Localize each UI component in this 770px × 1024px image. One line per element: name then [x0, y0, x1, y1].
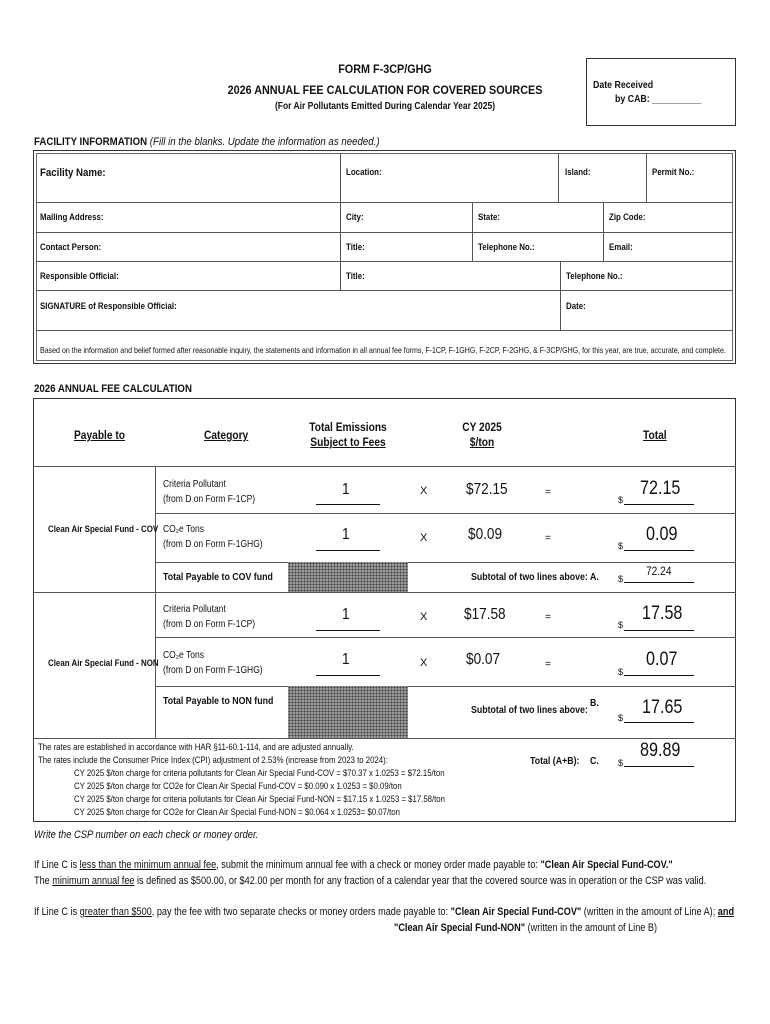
p3-d: (written in the amount of Line A);	[581, 906, 718, 918]
col-emissions-l1: Total Emissions	[309, 420, 387, 434]
col-emissions-l2: Subject to Fees	[310, 435, 386, 449]
p3-u: greater than $500	[79, 906, 152, 918]
instruction-p4	[394, 922, 657, 934]
col-rate	[444, 420, 520, 450]
form-id: FORM F-3CP/GHG	[338, 62, 432, 76]
non-subtotal-value: 17.65	[642, 697, 683, 718]
non-fund-label: Clean Air Special Fund - NON	[48, 658, 159, 668]
p1-c: "Clean Air Special Fund-COV."	[540, 859, 673, 871]
certification-text: Based on the information and belief formed after reasonable inquiry, the statements and information in all annual fee forms, F-1CP, F-1GHG, F-2CP, F-2GHG, & F-3CP/GHG, for this year, are true, accurate, and complete.	[40, 345, 726, 355]
form-subtitle: (For Air Pollutants Emitted During Calendar Year 2025)	[274, 101, 496, 112]
cov-shaded-cell	[288, 562, 408, 592]
cov-crit-category	[163, 477, 255, 507]
col-payable-to: Payable to	[74, 428, 126, 442]
note-2: The rates include the Consumer Price Index (CPI) adjustment of 2.53% (increase from 2023 to 2024):	[38, 755, 388, 766]
non-crit-dollar: $	[618, 620, 624, 630]
date-received-label: Date Received	[593, 80, 654, 91]
cov-co2-l1: CO₂e Tons	[163, 524, 204, 535]
cov-crit-dollar: $	[618, 495, 624, 505]
email-label[interactable]: Email:	[609, 242, 633, 252]
calc-heading: 2026 ANNUAL FEE CALCULATION	[34, 383, 192, 395]
p3-e: and	[717, 906, 735, 918]
non-subtotal-label: Subtotal of two lines above:	[471, 705, 588, 716]
cov-co2-category	[163, 522, 263, 552]
p3-c: "Clean Air Special Fund-COV"	[450, 906, 582, 918]
cov-crit-l1: Criteria Pollutant	[163, 479, 226, 490]
cov-crit-emissions[interactable]: 1	[342, 481, 350, 498]
facility-name-label[interactable]: Facility Name:	[40, 167, 106, 179]
non-co2-dollar: $	[618, 667, 624, 677]
note-1: The rates are established in accordance with HAR §11-60.1-114, and are adjusted annually.	[38, 742, 354, 753]
p3-a: If Line C is	[34, 906, 80, 918]
contact-person-label[interactable]: Contact Person:	[40, 242, 102, 252]
instruction-p1	[34, 859, 673, 871]
title2-label[interactable]: Title:	[346, 271, 365, 281]
non-crit-times: X	[420, 611, 428, 623]
cov-crit-times: X	[420, 485, 428, 497]
non-line-b: B.	[590, 698, 599, 709]
signature-label[interactable]: SIGNATURE of Responsible Official:	[40, 301, 177, 311]
cov-subtotal-dollar: $	[618, 574, 624, 584]
p3-b: , pay the fee with two separate checks or money orders made payable to:	[151, 906, 451, 918]
instruction-p3	[34, 906, 734, 918]
col-total: Total	[643, 428, 667, 442]
island-label[interactable]: Island:	[565, 167, 591, 177]
col-emissions	[300, 420, 396, 450]
p2-a: The	[34, 875, 53, 887]
responsible-official-label[interactable]: Responsible Official:	[40, 271, 119, 281]
non-crit-total: 17.58	[642, 603, 683, 624]
non-total-label: Total Payable to NON fund	[163, 696, 274, 707]
non-crit-l1: Criteria Pollutant	[163, 604, 226, 615]
col-rate-l1: CY 2025	[462, 420, 502, 434]
non-co2-l2: (from D on Form F-1GHG)	[163, 665, 263, 676]
facility-heading-note: (Fill in the blanks. Update the information as needed.)	[149, 136, 380, 148]
cov-crit-rate: $72.15	[466, 481, 508, 498]
location-label[interactable]: Location:	[346, 167, 382, 177]
non-crit-equals: =	[545, 612, 551, 623]
grand-line-c: C.	[590, 756, 599, 767]
cov-co2-equals: =	[545, 533, 551, 544]
form-title: 2026 ANNUAL FEE CALCULATION FOR COVERED SOURCES	[227, 83, 543, 97]
mailing-address-label[interactable]: Mailing Address:	[40, 212, 104, 222]
non-co2-rate: $0.07	[466, 651, 501, 668]
non-co2-category	[163, 648, 263, 678]
grand-total-label: Total (A+B):	[530, 756, 580, 767]
date-received-by: by CAB: __________	[615, 94, 702, 105]
cov-co2-emissions[interactable]: 1	[342, 526, 350, 543]
non-crit-category	[163, 602, 255, 632]
p1-b: , submit the minimum annual fee with a check or money order made payable to:	[216, 859, 541, 871]
cov-subtotal-label: Subtotal of two lines above:	[471, 572, 588, 583]
col-category: Category	[204, 428, 249, 442]
non-co2-total: 0.07	[646, 649, 678, 670]
telephone1-label[interactable]: Telephone No.:	[478, 242, 535, 252]
note-3: CY 2025 $/ton charge for criteria pollutants for Clean Air Special Fund-COV = $70.37 x 1.0253 = $72.15/ton	[74, 768, 445, 779]
note-4: CY 2025 $/ton charge for CO2e for Clean Air Special Fund-COV = $0.090 x 1.0253 = $0.09/ton	[74, 781, 402, 792]
p1-u: less than the minimum annual fee	[79, 859, 217, 871]
p4-d: (written in the amount of Line B)	[525, 922, 658, 934]
cov-fund-label: Clean Air Special Fund - COV	[48, 524, 159, 534]
col-rate-l2: $/ton	[469, 435, 495, 449]
title1-label[interactable]: Title:	[346, 242, 365, 252]
non-co2-emissions[interactable]: 1	[342, 651, 350, 668]
non-shaded-cell	[288, 686, 408, 738]
non-crit-l2: (from D on Form F-1CP)	[163, 619, 256, 630]
zip-label[interactable]: Zip Code:	[609, 212, 646, 222]
permit-no-label[interactable]: Permit No.:	[652, 167, 695, 177]
p2-u: minimum annual fee	[52, 875, 135, 887]
cov-co2-l2: (from D on Form F-1GHG)	[163, 539, 263, 550]
non-co2-times: X	[420, 657, 428, 669]
instruction-p2	[34, 875, 706, 887]
cov-subtotal-value: 72.24	[646, 564, 672, 578]
cov-co2-dollar: $	[618, 541, 624, 551]
cov-co2-rate: $0.09	[468, 526, 503, 543]
p4-c: "Clean Air Special Fund-NON"	[394, 922, 526, 934]
note-6: CY 2025 $/ton charge for CO2e for Clean Air Special Fund-NON = $0.064 x 1.0253= $0.07/ton	[74, 807, 400, 818]
p1-a: If Line C is	[34, 859, 80, 871]
non-subtotal-dollar: $	[618, 713, 624, 723]
cov-total-label: Total Payable to COV fund	[163, 572, 273, 583]
p2-b: is defined as $500.00, or $42.00 per month for any fraction of a calendar year that the covered source was in operation or the CSP was valid.	[134, 875, 707, 887]
cov-co2-total: 0.09	[646, 524, 678, 545]
cov-line-a: A.	[590, 572, 599, 583]
non-crit-emissions[interactable]: 1	[342, 606, 350, 623]
grand-dollar: $	[618, 758, 624, 768]
cov-co2-times: X	[420, 532, 428, 544]
non-co2-l1: CO₂e Tons	[163, 650, 204, 661]
facility-heading-text: FACILITY INFORMATION	[34, 136, 148, 148]
date-received-box	[586, 58, 736, 126]
cov-crit-l2: (from D on Form F-1CP)	[163, 494, 256, 505]
telephone2-label[interactable]: Telephone No.:	[566, 271, 623, 281]
cov-crit-total: 72.15	[640, 478, 681, 499]
note-5: CY 2025 $/ton charge for criteria pollutants for Clean Air Special Fund-NON = $17.15 x 1.0253 = $17.58/ton	[74, 794, 445, 805]
state-label[interactable]: State:	[478, 212, 501, 222]
non-crit-rate: $17.58	[464, 606, 506, 623]
city-label[interactable]: City:	[346, 212, 364, 222]
grand-total-value: 89.89	[640, 740, 681, 761]
non-co2-equals: =	[545, 659, 551, 670]
facility-heading	[34, 136, 380, 148]
csp-instruction: Write the CSP number on each check or money order.	[34, 829, 259, 841]
date-label[interactable]: Date:	[566, 301, 586, 311]
cov-crit-equals: =	[545, 487, 551, 498]
